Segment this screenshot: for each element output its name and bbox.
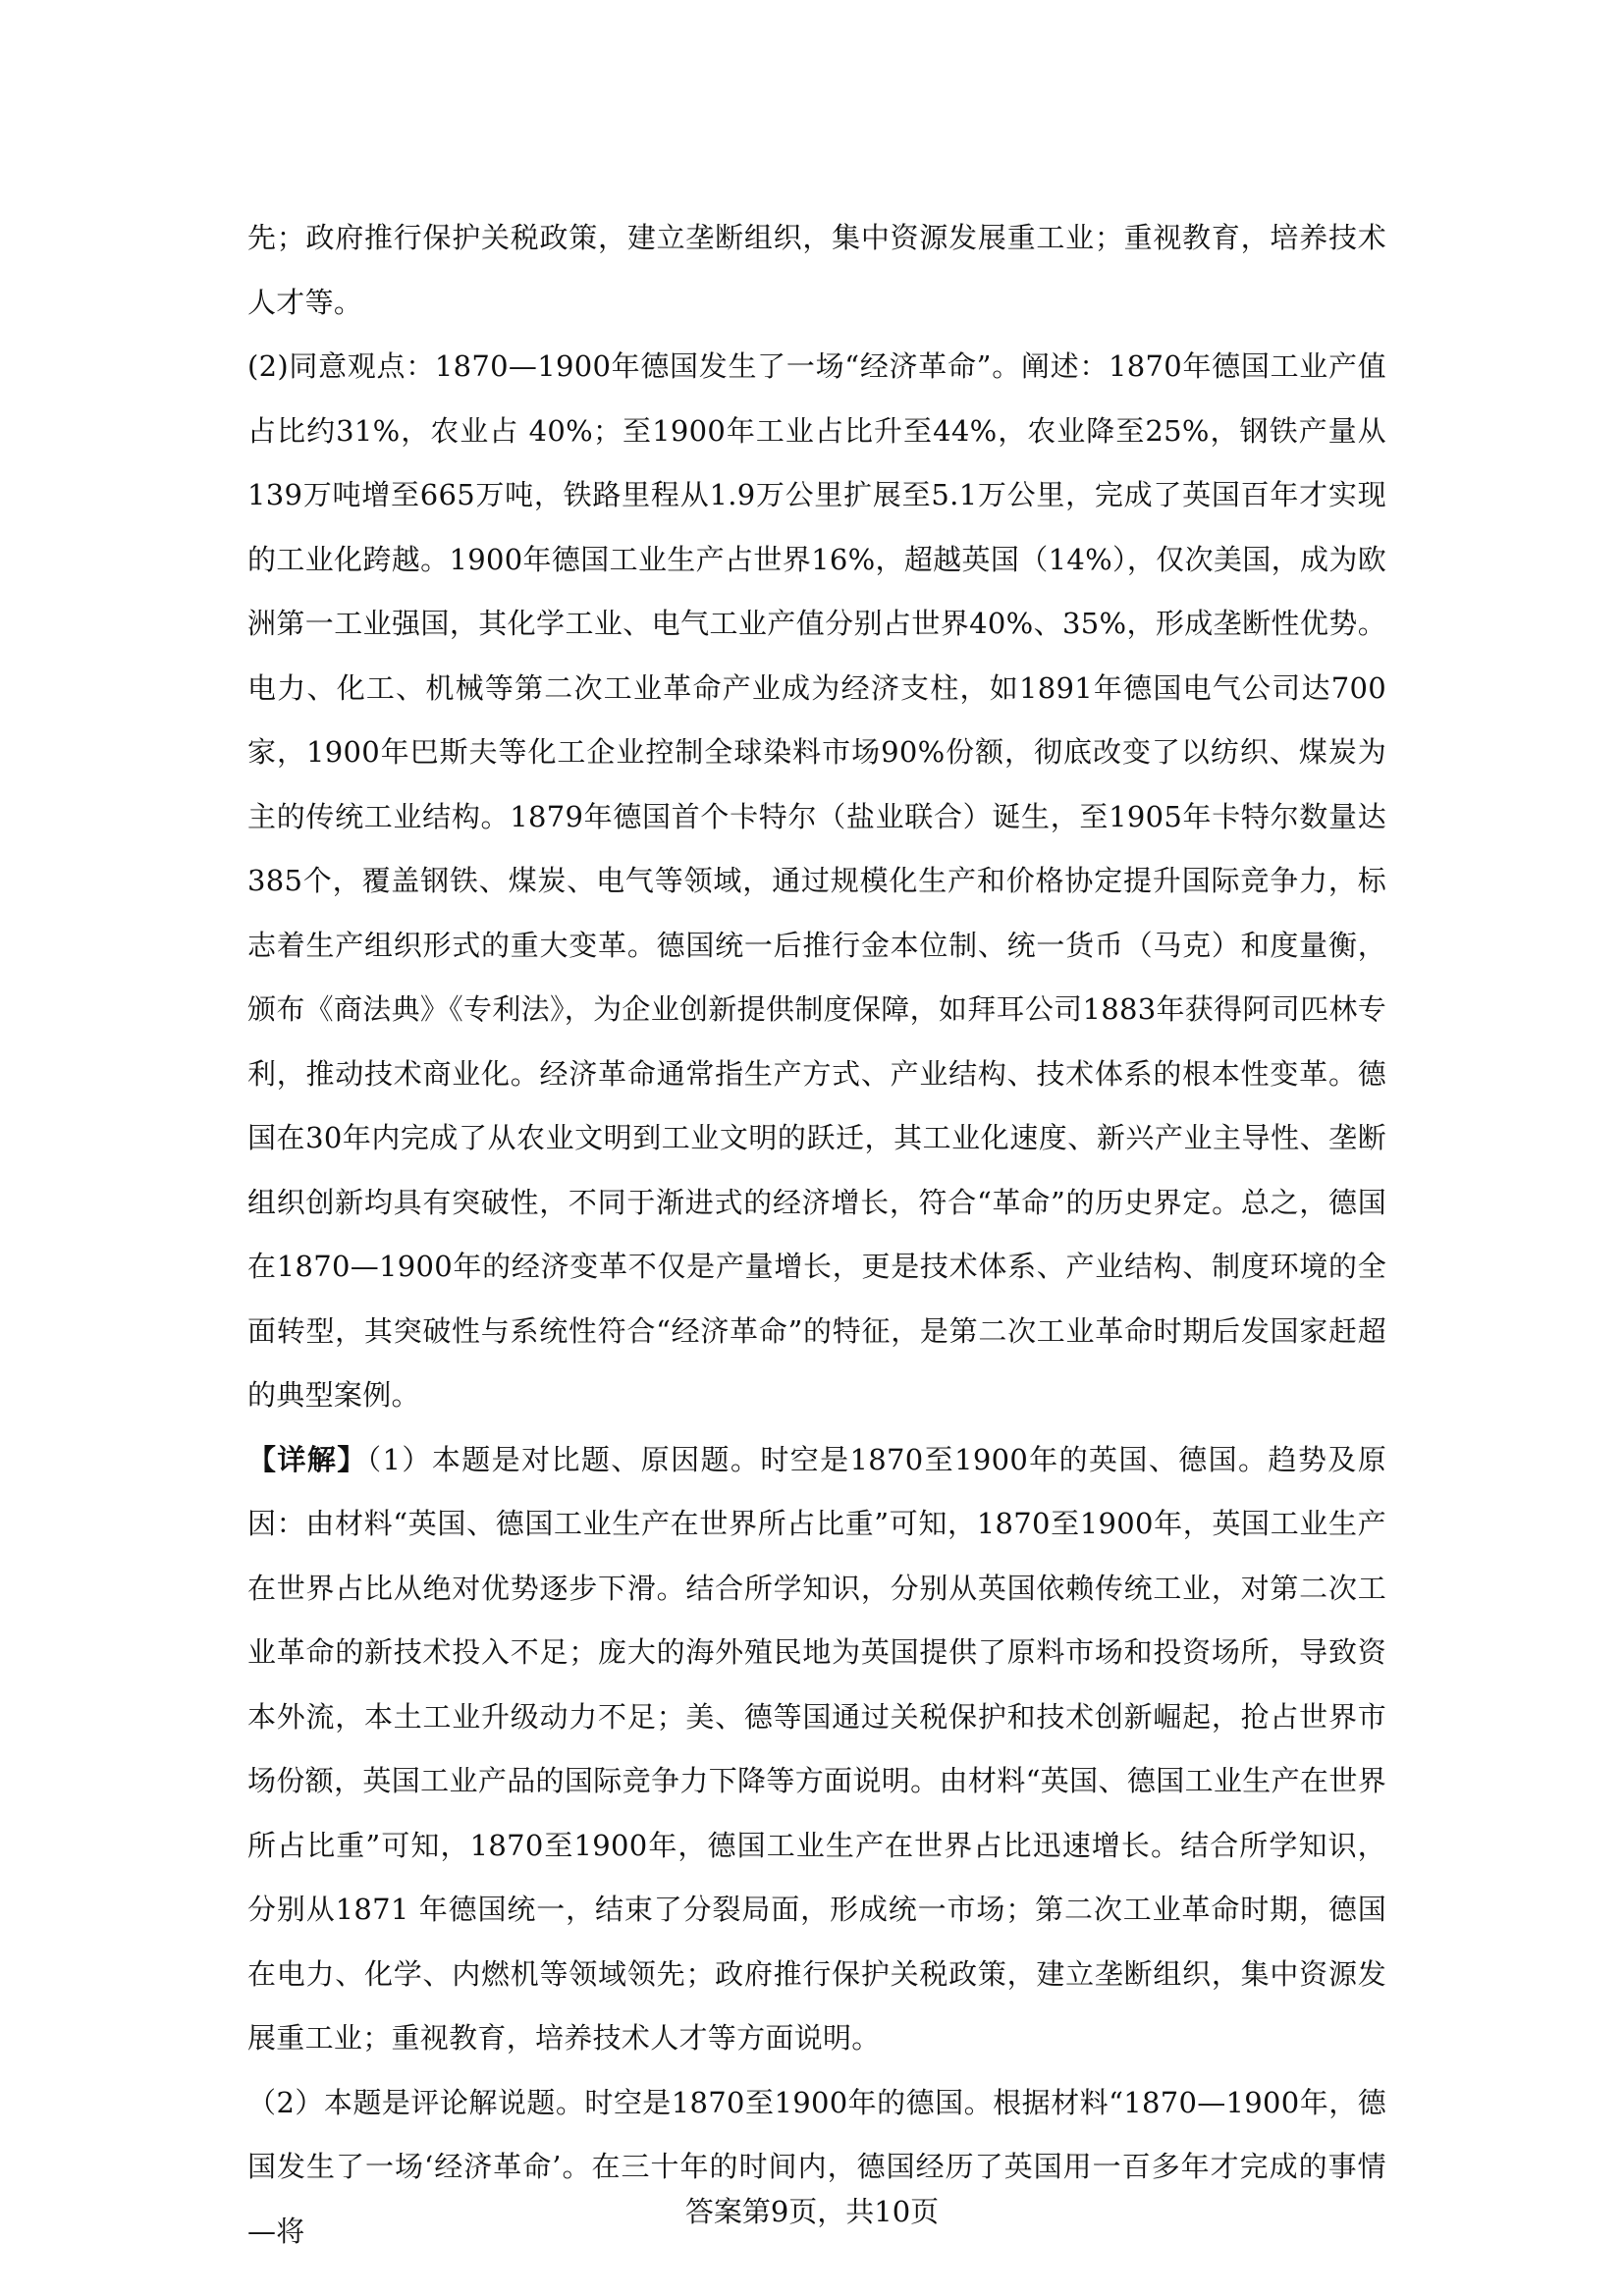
page-footer: 答案第9页，共10页	[684, 2195, 940, 2228]
paragraph-detail-1	[247, 1428, 1386, 2071]
detail-heading: 【详解】	[247, 1442, 367, 1476]
paragraph-answer-2: (2)同意观点：1870—1900年德国发生了一场“经济革命”。阐述：1870年德国工业产值占比约31%，农业占 40%；至1900年工业占比升至44%，农业降至25%，钢铁产量从139万吨增至665万吨，铁路里程从1.9万公里扩展至5.1万公里，完成了英国百年才实现的工业化跨越。1900年德国工业生产占世界16%，超越英国（14%），仅次美国，成为欧洲第一工业强国，其化学工业、电气工业产值分别占世界40%、35%，形成垄断性优势。电力、化工、机械等第二次工业革命产业成为经济支柱，如1891年德国电气公司达700家，1900年巴斯夫等化工企业控制全球染料市场90%份额，彻底改变了以纺织、煤炭为主的传统工业结构。1879年德国首个卡特尔（盐业联合）诞生，至1905年卡特尔数量达385个，覆盖钢铁、煤炭、电气等领域，通过规模化生产和价格协定提升国际竞争力，标志着生产组织形式的重大变革。德国统一后推行金本位制、统一货币（马克）和度量衡，颁布《商法典》《专利法》，为企业创新提供制度保障，如拜耳公司1883年获得阿司匹林专利，推动技术商业化。经济革命通常指生产方式、产业结构、技术体系的根本性变革。德国在30年内完成了从农业文明到工业文明的跃迁，其工业化速度、新兴产业主导性、垄断组织创新均具有突破性，不同于渐进式的经济增长，符合“革命”的历史界定。总之，德国在1870—1900年的经济变革不仅是产量增长，更是技术体系、产业结构、制度环境的全面转型，其突破性与系统性符合“经济革命”的特征，是第二次工业革命时期后发国家赶超的典型案例。	[247, 349, 1386, 1412]
paragraph-detail-2: （2）本题是评论解说题。时空是1870至1900年的德国。根据材料“1870—1900年，德国发生了一场‘经济革命’。在三十年的时间内，德国经历了英国用一百多年才完成的事情—将	[247, 2085, 1386, 2248]
detail-text: （1）本题是对比题、原因题。时空是1870至1900年的英国、德国。趋势及原因：由材料“英国、德国工业生产在世界所占比重”可知，1870至1900年，英国工业生产在世界占比从绝对优势逐步下滑。结合所学知识，分别从英国依赖传统工业，对第二次工业革命的新技术投入不足；庞大的海外殖民地为英国提供了原料市场和投资场所，导致资本外流，本土工业升级动力不足；美、德等国通过关税保护和技术创新崛起，抢占世界市场份额，英国工业产品的国际竞争力下降等方面说明。由材料“英国、德国工业生产在世界所占比重”可知，1870至1900年，德国工业生产在世界占比迅速增长。结合所学知识，分别从1871 年德国统一，结束了分裂局面，形成统一市场；第二次工业革命时期，德国在电力、化学、内燃机等领域领先；政府推行保护关税政策，建立垄断组织，集中资源发展重工业；重视教育，培养技术人才等方面说明。	[247, 1442, 1386, 2055]
document-body	[247, 206, 1386, 2264]
paragraph-continuation: 先；政府推行保护关税政策，建立垄断组织，集中资源发展重工业；重视教育，培养技术人才等。	[247, 221, 1386, 319]
